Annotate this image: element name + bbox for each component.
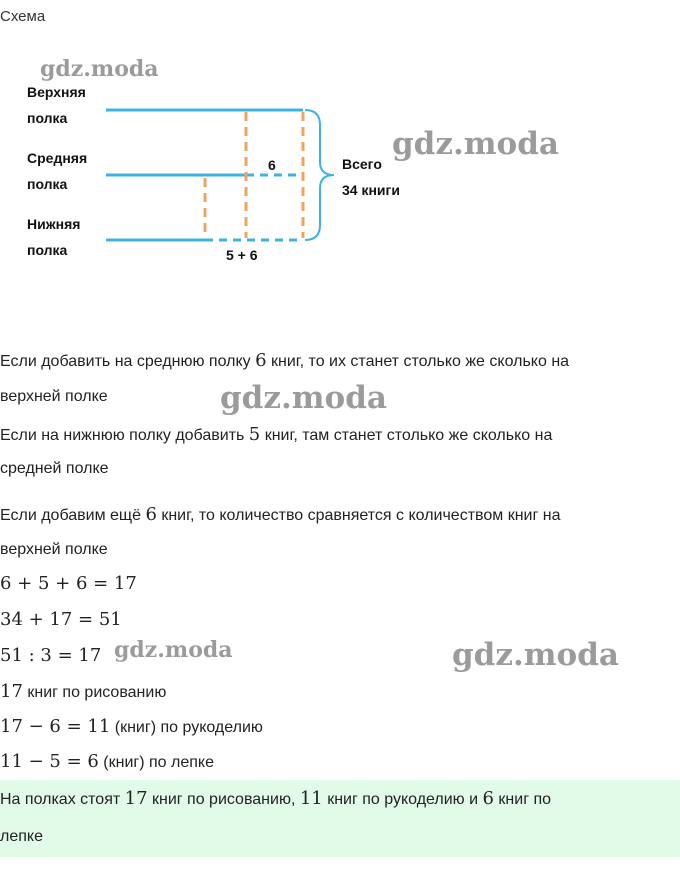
text-fragment: Если добавить на среднюю полку: [0, 353, 256, 370]
text-fragment: книг по рисованию,: [147, 791, 300, 808]
result-handicraft: [0, 716, 263, 737]
text-fragment: (книг) по лепке: [98, 754, 214, 771]
paragraph-3-line-2: верхней полке: [0, 541, 108, 558]
result-drawing: [0, 681, 166, 702]
paragraph-2-line-2: средней полке: [0, 460, 109, 477]
watermark-logo: gdz.moda: [40, 56, 159, 82]
upper-shelf-label-line2: полка: [27, 110, 68, 126]
upper-shelf-label-line1: Верхняя: [27, 84, 86, 100]
answer-box: [0, 780, 680, 857]
paragraph-1-line-1: [0, 350, 569, 371]
math-number: 11: [299, 788, 323, 809]
watermark-logo: gdz.moda: [220, 380, 387, 416]
watermark-logo: gdz.moda: [452, 637, 619, 673]
total-label-line2: 34 книги: [342, 182, 400, 198]
total-brace: [305, 110, 334, 240]
math-number: 5: [248, 424, 261, 445]
answer-line-1: [0, 788, 551, 809]
paragraph-3-line-1: [0, 504, 560, 525]
equation-3: 51 : 3 = 17: [0, 645, 102, 666]
text-fragment: Если добавим ещё: [0, 507, 146, 524]
text-fragment: На полках стоят: [0, 791, 125, 808]
shelf-scheme-diagram: [0, 60, 420, 275]
text-fragment: книг по рукоделию и: [322, 791, 483, 808]
math-equation: 17 − 6 = 11: [0, 716, 111, 737]
math-number: 6: [482, 788, 494, 809]
middle-extra-label: 6: [268, 157, 276, 173]
section-heading: Схема: [0, 8, 46, 25]
paragraph-2-line-1: [0, 424, 552, 445]
text-fragment: книг, то их станет столько же сколько на: [266, 353, 570, 370]
middle-shelf-label-line1: Средняя: [27, 150, 88, 166]
math-equation: 11 − 5 = 6: [0, 751, 99, 772]
paragraph-1-line-2: верхней полке: [0, 388, 108, 405]
math-number: 6: [255, 350, 267, 371]
lower-shelf-label-line1: Нижняя: [27, 216, 81, 232]
result-modeling: [0, 751, 214, 772]
lower-shelf-label-line2: полка: [27, 242, 68, 258]
text-fragment: книг, то количество сравняется с количеством книг на: [156, 507, 561, 524]
watermark-logo: gdz.moda: [392, 126, 559, 162]
text-fragment: книг, там станет столько же сколько на: [260, 427, 553, 444]
math-number: 17: [0, 681, 23, 702]
lower-extra-label: 5 + 6: [226, 247, 258, 263]
total-label-line1: Всего: [342, 156, 382, 172]
text-fragment: книг по рисованию: [22, 684, 167, 701]
math-number: 6: [145, 504, 157, 525]
text-fragment: (книг) по рукоделию: [110, 719, 263, 736]
math-number: 17: [124, 788, 148, 809]
answer-line-2: лепке: [0, 828, 43, 845]
text-fragment: книг по: [493, 791, 552, 808]
text-fragment: Если на нижнюю полку добавить: [0, 427, 249, 444]
equation-1: 6 + 5 + 6 = 17: [0, 573, 137, 594]
watermark-logo: gdz.moda: [114, 637, 233, 663]
middle-shelf-label-line2: полка: [27, 176, 68, 192]
equation-2: 34 + 17 = 51: [0, 609, 122, 630]
